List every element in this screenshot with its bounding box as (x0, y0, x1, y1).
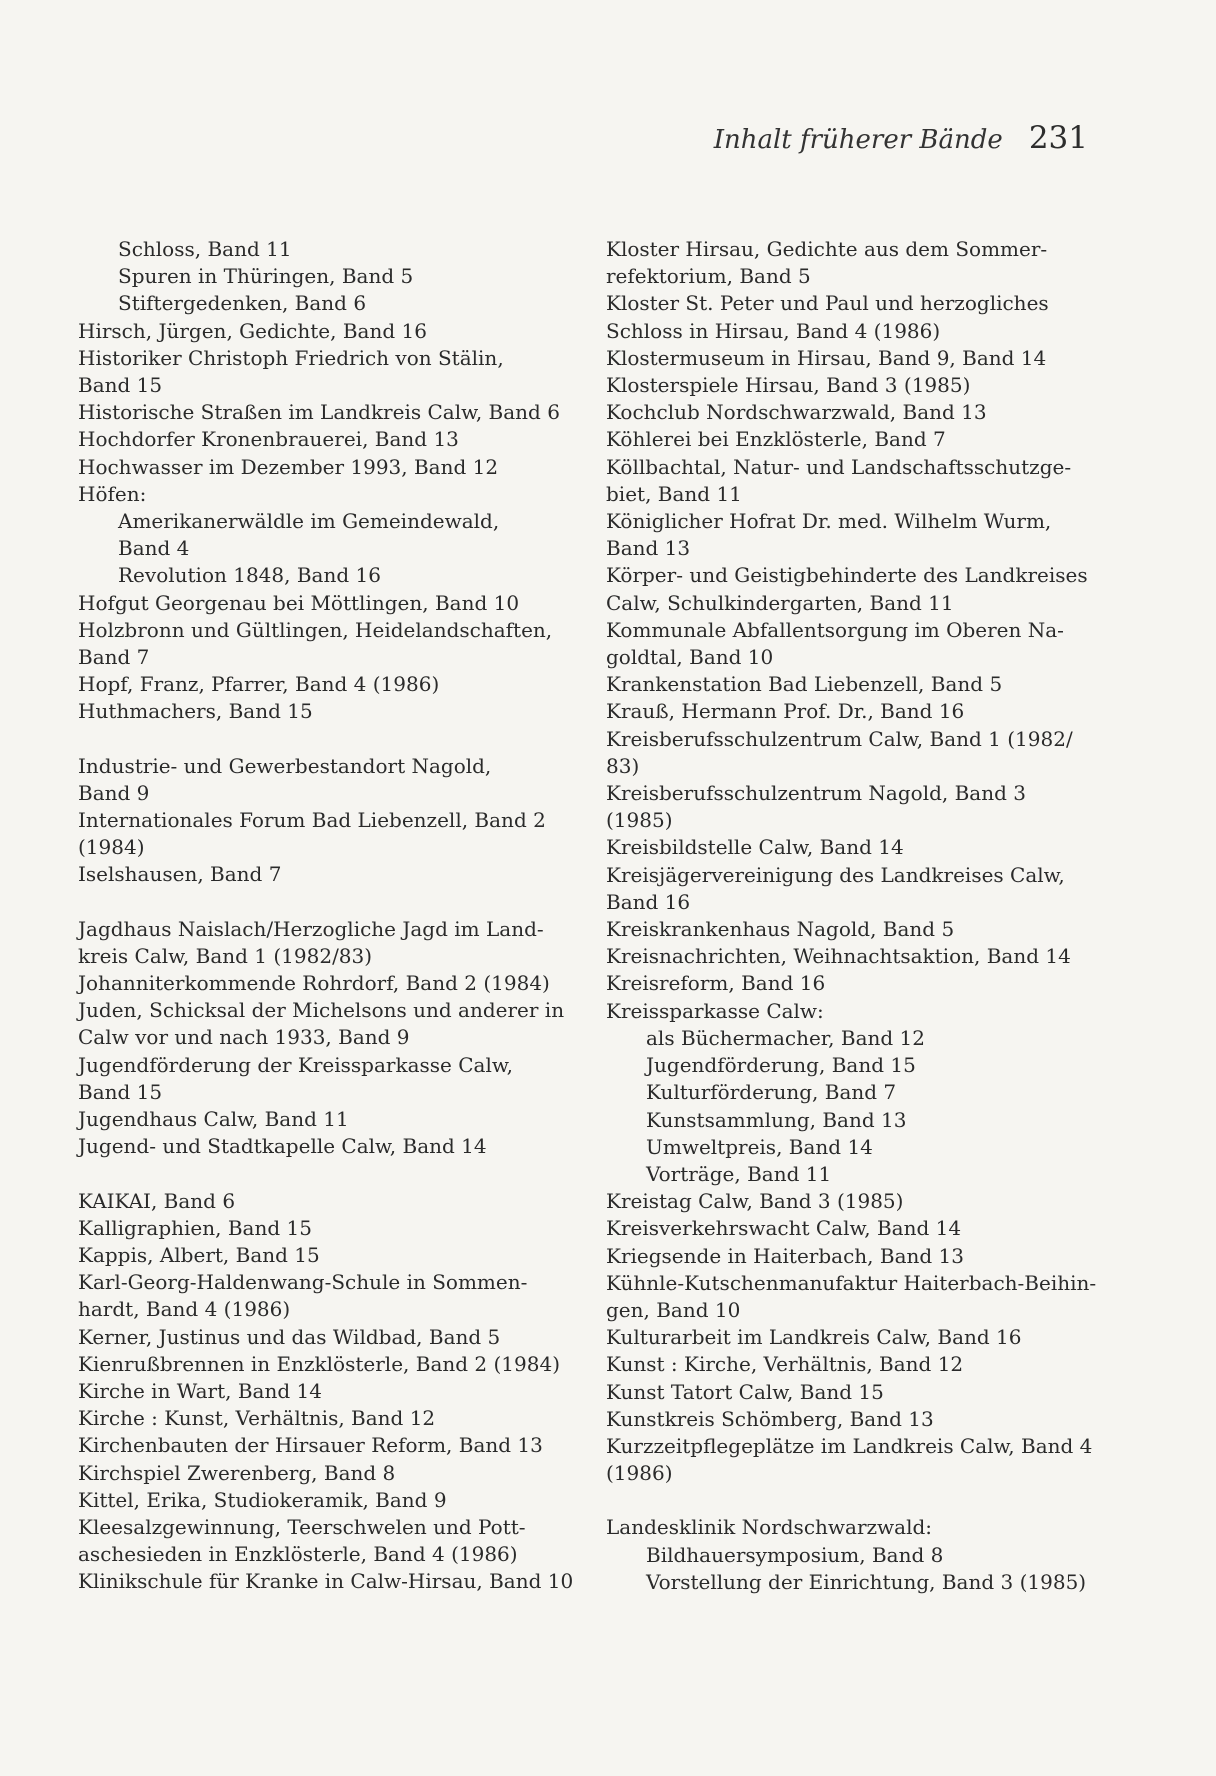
index-entry: Kirche in Wart, Band 14 (78, 1378, 322, 1403)
index-entry: Kunst : Kirche, Verhältnis, Band 12 (606, 1352, 964, 1377)
index-column-right (606, 236, 1126, 1596)
index-subentry: Amerikanerwäldle im Gemeindewald, (118, 509, 500, 534)
index-entry: Kittel, Erika, Studiokeramik, Band 9 (78, 1487, 447, 1512)
index-entry: Band 15 (78, 373, 163, 398)
index-entry: Band 16 (606, 889, 691, 914)
index-entry: Industrie- und Gewerbestandort Nagold, (78, 753, 492, 778)
section-gap (78, 1161, 578, 1188)
index-entry: Jagdhaus Naislach/Herzogliche Jagd im Land- (78, 916, 544, 941)
index-entry: (1986) (606, 1461, 673, 1486)
index-entry: Köllbachtal, Natur- und Landschaftsschutzge- (606, 454, 1072, 479)
index-entry: Klosterspiele Hirsau, Band 3 (1985) (606, 373, 971, 398)
index-subentry: Bildhauersymposium, Band 8 (646, 1542, 944, 1567)
section-gap (78, 889, 578, 916)
index-entry: Schloss in Hirsau, Band 4 (1986) (606, 318, 941, 343)
index-entry: (1984) (78, 835, 145, 860)
index-entry: Kunstkreis Schömberg, Band 13 (606, 1406, 934, 1431)
index-entry: Huthmachers, Band 15 (78, 699, 313, 724)
index-entry: Karl-Georg-Haldenwang-Schule in Sommen- (78, 1270, 528, 1295)
index-entry: Hofgut Georgenau bei Möttlingen, Band 10 (78, 590, 520, 615)
index-entry: Internationales Forum Bad Liebenzell, Band 2 (78, 808, 546, 833)
index-entry: aschesieden in Enzklösterle, Band 4 (1986) (78, 1542, 518, 1567)
index-entry: Band 13 (606, 536, 691, 561)
index-entry: Kirche : Kunst, Verhältnis, Band 12 (78, 1406, 436, 1431)
index-entry: Krauß, Hermann Prof. Dr., Band 16 (606, 699, 965, 724)
index-entry: Kreisreform, Band 16 (606, 971, 826, 996)
index-entry: Holzbronn und Gültlingen, Heidelandschaften, (78, 617, 553, 642)
index-entry: Kunst Tatort Calw, Band 15 (606, 1379, 884, 1404)
index-entry: Kreissparkasse Calw: (606, 998, 824, 1023)
index-subentry: Band 4 (118, 536, 190, 561)
index-entry: Kienrußbrennen in Enzklösterle, Band 2 (1984) (78, 1351, 560, 1376)
index-entry: Kreistag Calw, Band 3 (1985) (606, 1189, 904, 1214)
index-entry: Kochclub Nordschwarzwald, Band 13 (606, 400, 987, 425)
index-entry: Band 9 (78, 780, 150, 805)
index-entry: Juden, Schicksal der Michelsons und anderer in (78, 998, 565, 1023)
index-subentry: als Büchermacher, Band 12 (646, 1025, 925, 1050)
index-entry: Kreisberufsschulzentrum Nagold, Band 3 (606, 781, 1026, 806)
index-entry: Kloster Hirsau, Gedichte aus dem Sommer- (606, 237, 1048, 261)
index-entry: kreis Calw, Band 1 (1982/83) (78, 943, 373, 968)
index-entry: Höfen: (78, 481, 147, 506)
index-entry: KAIKAI, Band 6 (78, 1188, 236, 1213)
index-subentry: Umweltpreis, Band 14 (646, 1134, 873, 1159)
index-entry: Körper- und Geistigbehinderte des Landkreises (606, 563, 1088, 588)
index-subentry: Stiftergedenken, Band 6 (118, 291, 367, 316)
index-entry: Kerner, Justinus und das Wildbad, Band 5 (78, 1324, 501, 1349)
index-entry: Kreisjägervereinigung des Landkreises Calw, (606, 862, 1065, 887)
index-entry: (1985) (606, 808, 673, 833)
index-entry: Kloster St. Peter und Paul und herzogliches (606, 291, 1049, 316)
index-entry: Hochdorfer Kronenbrauerei, Band 13 (78, 427, 459, 452)
index-subentry: Spuren in Thüringen, Band 5 (118, 264, 414, 289)
index-subentry: Kunstsammlung, Band 13 (646, 1107, 907, 1132)
index-entry: gen, Band 10 (606, 1297, 741, 1322)
index-entry: Band 7 (78, 645, 150, 670)
section-gap (78, 726, 578, 753)
index-column-left (78, 236, 578, 1596)
index-entry: Kappis, Albert, Band 15 (78, 1242, 320, 1267)
index-entry: Klostermuseum in Hirsau, Band 9, Band 14 (606, 345, 1047, 370)
index-entry: Calw, Schulkindergarten, Band 11 (606, 590, 954, 615)
index-entry: Kulturarbeit im Landkreis Calw, Band 16 (606, 1325, 1022, 1350)
page-number: 231 (1028, 120, 1088, 156)
index-entry: Calw vor und nach 1933, Band 9 (78, 1025, 410, 1050)
index-entry: Historische Straßen im Landkreis Calw, Band 6 (78, 400, 560, 425)
index-entry: Kommunale Abfallentsorgung im Oberen Na- (606, 617, 1064, 642)
index-subentry: Kulturförderung, Band 7 (646, 1080, 897, 1105)
index-entry: hardt, Band 4 (1986) (78, 1297, 291, 1322)
index-entry: Hirsch, Jürgen, Gedichte, Band 16 (78, 318, 427, 343)
index-entry: Jugendhaus Calw, Band 11 (78, 1107, 349, 1132)
index-entry: Krankenstation Bad Liebenzell, Band 5 (606, 672, 1003, 697)
index-entry: Hopf, Franz, Pfarrer, Band 4 (1986) (78, 672, 440, 697)
index-entry: Köhlerei bei Enzklösterle, Band 7 (606, 427, 946, 452)
index-entry: Jugendförderung der Kreissparkasse Calw, (78, 1052, 513, 1077)
page-header (714, 120, 1088, 156)
index-subentry: Jugendförderung, Band 15 (646, 1053, 916, 1078)
index-subentry: Schloss, Band 11 (118, 237, 292, 261)
index-entry: Kirchspiel Zwerenberg, Band 8 (78, 1460, 396, 1485)
section-gap (606, 1487, 1126, 1514)
index-entry: Historiker Christoph Friedrich von Stälin, (78, 345, 504, 370)
index-entry: Band 15 (78, 1079, 163, 1104)
index-entry: Jugend- und Stadtkapelle Calw, Band 14 (78, 1134, 487, 1159)
index-subentry: Vorträge, Band 11 (646, 1161, 832, 1186)
index-entry: goldtal, Band 10 (606, 645, 774, 670)
index-entry: Kirchenbauten der Hirsauer Reform, Band 13 (78, 1433, 543, 1458)
index-entry: Kreisnachrichten, Weihnachtsaktion, Band 14 (606, 944, 1071, 969)
running-title: Inhalt früherer Bände (713, 125, 1003, 155)
index-entry: Kreisbildstelle Calw, Band 14 (606, 835, 904, 860)
index-entry: Kreisverkehrswacht Calw, Band 14 (606, 1216, 962, 1241)
index-entry: Kühnle-Kutschenmanufaktur Haiterbach-Beihin- (606, 1270, 1097, 1295)
index-entry: Kreiskrankenhaus Nagold, Band 5 (606, 917, 955, 942)
index-entry: Kleesalzgewinnung, Teerschwelen und Pott- (78, 1514, 526, 1539)
index-entry: Klinikschule für Kranke in Calw-Hirsau, Band 10 (78, 1569, 574, 1594)
index-entry: Kriegsende in Haiterbach, Band 13 (606, 1243, 964, 1268)
index-entry: biet, Band 11 (606, 481, 742, 506)
index-entry: Hochwasser im Dezember 1993, Band 12 (78, 454, 499, 479)
index-entry: refektorium, Band 5 (606, 264, 811, 289)
index-entry: Iselshausen, Band 7 (78, 862, 282, 887)
index-entry: Johanniterkommende Rohrdorf, Band 2 (1984) (78, 971, 550, 996)
index-subentry: Revolution 1848, Band 16 (118, 563, 381, 588)
index-entry: Königlicher Hofrat Dr. med. Wilhelm Wurm, (606, 509, 1052, 534)
index-entry: Kalligraphien, Band 15 (78, 1215, 312, 1240)
index-entry: Kreisberufsschulzentrum Calw, Band 1 (1982/ (606, 726, 1073, 751)
index-entry: 83) (606, 753, 640, 778)
index-entry: Landesklinik Nordschwarzwald: (606, 1515, 933, 1540)
index-subentry: Vorstellung der Einrichtung, Band 3 (1985) (646, 1569, 1087, 1594)
index-entry: Kurzzeitpflegeplätze im Landkreis Calw, Band 4 (606, 1433, 1093, 1458)
